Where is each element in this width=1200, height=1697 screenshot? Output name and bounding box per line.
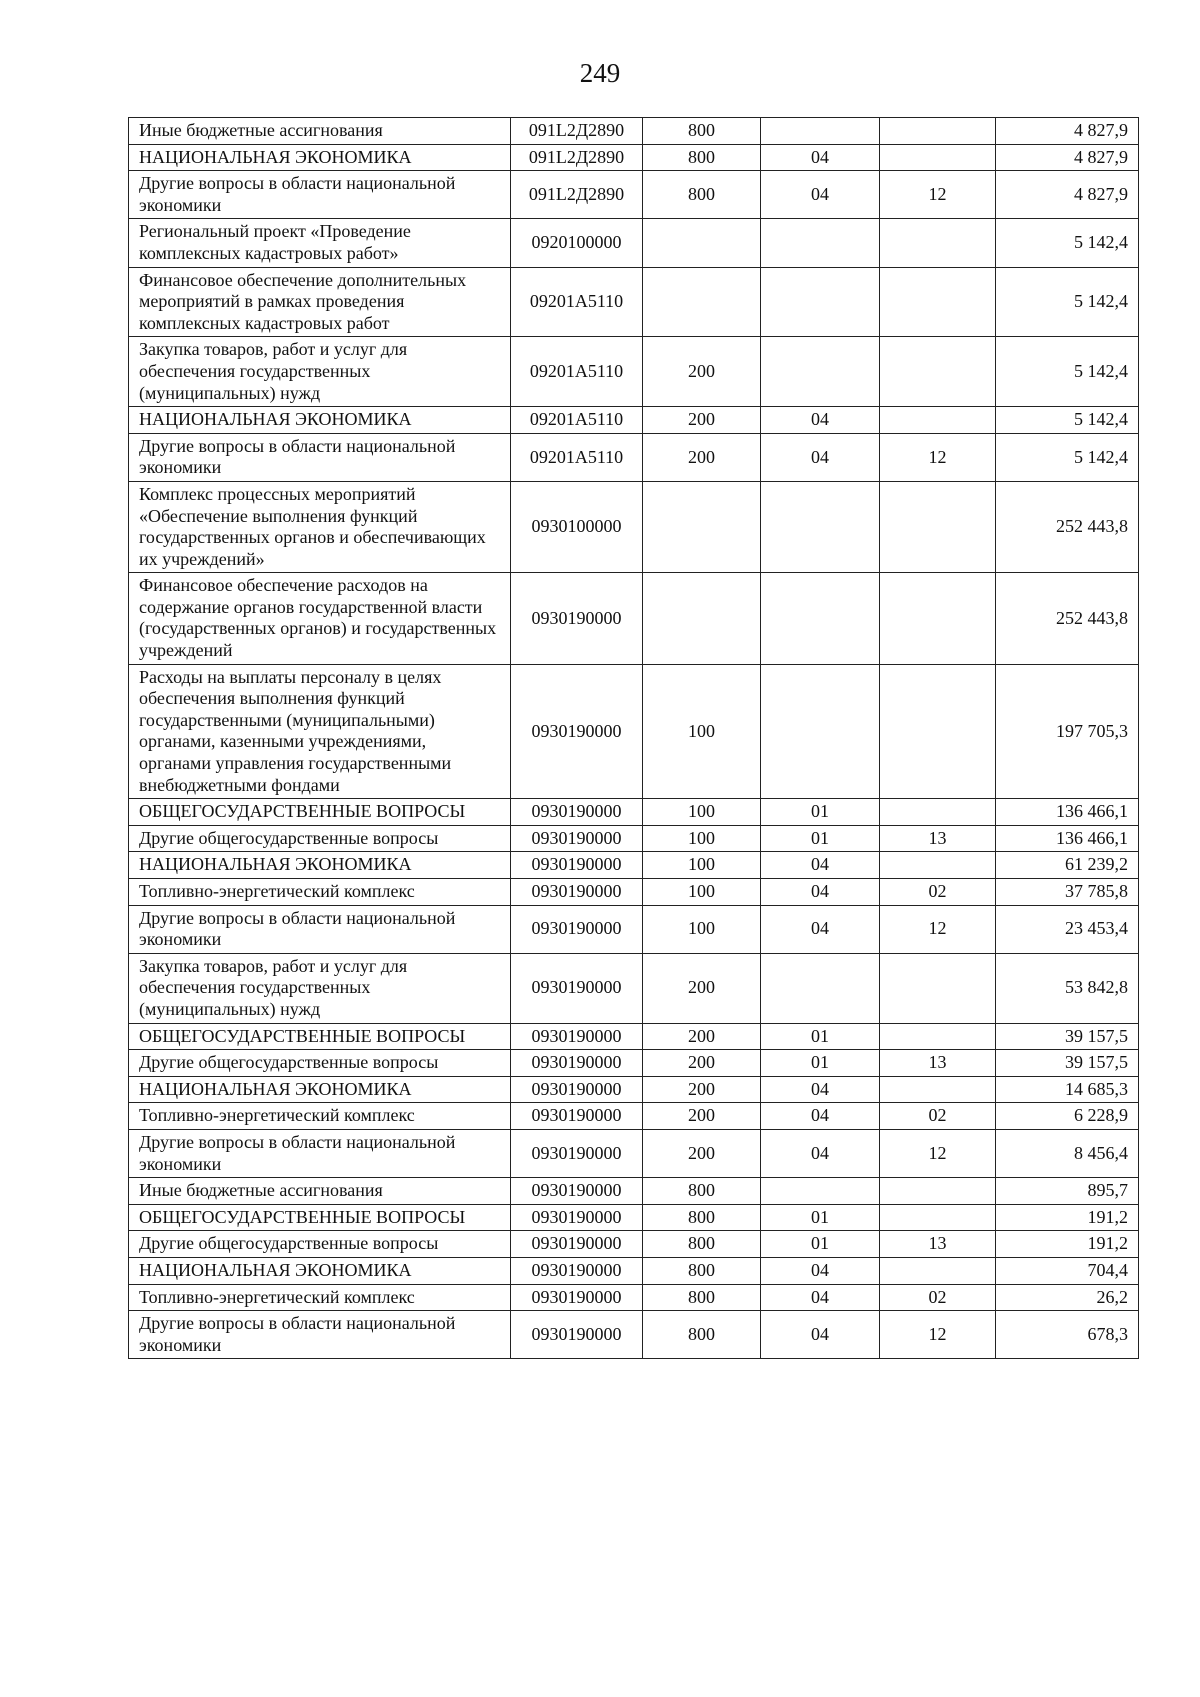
expense-type-cell [643,481,761,572]
subsection-cell [880,1023,996,1050]
table-row [129,1129,1139,1177]
subsection-cell: 12 [880,433,996,481]
subsection-cell [880,118,996,145]
expense-type-cell: 800 [643,144,761,171]
table-row [129,171,1139,219]
target-article-cell: 0930190000 [511,852,643,879]
amount-cell: 252 443,8 [996,573,1139,664]
target-article-cell: 0930190000 [511,664,643,799]
expense-type-cell: 800 [643,1178,761,1205]
table-row [129,852,1139,879]
target-article-cell: 0930190000 [511,1103,643,1130]
subsection-cell: 02 [880,1284,996,1311]
target-article-cell: 0930190000 [511,1129,643,1177]
expense-type-cell: 200 [643,433,761,481]
target-article-cell: 09201А5110 [511,433,643,481]
target-article-cell: 0930190000 [511,905,643,953]
subsection-cell: 13 [880,1231,996,1258]
target-article-cell: 0930190000 [511,1050,643,1077]
target-article-cell: 0930190000 [511,1231,643,1258]
section-cell: 04 [761,433,880,481]
subsection-cell: 13 [880,1050,996,1077]
target-article-cell: 0930100000 [511,481,643,572]
expense-name-cell: Другие вопросы в области национальной экономики [129,171,511,219]
subsection-cell [880,144,996,171]
amount-cell: 136 466,1 [996,825,1139,852]
expense-name-cell: ОБЩЕГОСУДАРСТВЕННЫЕ ВОПРОСЫ [129,1204,511,1231]
target-article-cell: 09201А5110 [511,337,643,407]
subsection-cell: 13 [880,825,996,852]
amount-cell: 5 142,4 [996,433,1139,481]
target-article-cell: 091L2Д2890 [511,118,643,145]
amount-cell: 191,2 [996,1204,1139,1231]
target-article-cell: 0930190000 [511,953,643,1023]
target-article-cell: 0930190000 [511,573,643,664]
amount-cell: 197 705,3 [996,664,1139,799]
expense-type-cell: 200 [643,1050,761,1077]
section-cell: 01 [761,799,880,826]
expense-type-cell: 100 [643,852,761,879]
expense-type-cell: 800 [643,1257,761,1284]
amount-cell: 895,7 [996,1178,1139,1205]
expense-type-cell: 200 [643,953,761,1023]
table-row [129,118,1139,145]
target-article-cell: 091L2Д2890 [511,171,643,219]
table-row [129,1103,1139,1130]
expense-name-cell: Другие вопросы в области национальной экономики [129,1129,511,1177]
section-cell [761,118,880,145]
section-cell: 04 [761,1311,880,1359]
target-article-cell: 09201А5110 [511,407,643,434]
table-row [129,1284,1139,1311]
expense-type-cell: 800 [643,171,761,219]
table-row [129,953,1139,1023]
section-cell [761,267,880,337]
expense-type-cell [643,219,761,267]
target-article-cell: 091L2Д2890 [511,144,643,171]
table-row [129,1050,1139,1077]
subsection-cell [880,573,996,664]
amount-cell: 5 142,4 [996,219,1139,267]
section-cell: 01 [761,1050,880,1077]
amount-cell: 191,2 [996,1231,1139,1258]
expense-type-cell: 100 [643,905,761,953]
subsection-cell [880,1204,996,1231]
expense-name-cell: НАЦИОНАЛЬНАЯ ЭКОНОМИКА [129,144,511,171]
table-row [129,1076,1139,1103]
subsection-cell [880,407,996,434]
table-row [129,573,1139,664]
table-row [129,407,1139,434]
expense-name-cell: Комплекс процессных мероприятий «Обеспечение выполнения функций государственных органов и обеспечивающих их учреждений» [129,481,511,572]
amount-cell: 678,3 [996,1311,1139,1359]
section-cell: 04 [761,1284,880,1311]
target-article-cell: 0930190000 [511,1204,643,1231]
expense-type-cell: 800 [643,1311,761,1359]
expense-type-cell: 100 [643,799,761,826]
expense-name-cell: Финансовое обеспечение расходов на содержание органов государственной власти (государственных органов) и государственных учреждений [129,573,511,664]
amount-cell: 4 827,9 [996,144,1139,171]
section-cell [761,481,880,572]
amount-cell: 39 157,5 [996,1023,1139,1050]
section-cell: 04 [761,1129,880,1177]
expense-type-cell [643,573,761,664]
target-article-cell: 0930190000 [511,879,643,906]
expense-name-cell: Иные бюджетные ассигнования [129,1178,511,1205]
amount-cell: 252 443,8 [996,481,1139,572]
target-article-cell: 0930190000 [511,1284,643,1311]
expense-type-cell: 200 [643,407,761,434]
expense-name-cell: Закупка товаров, работ и услуг для обеспечения государственных (муниципальных) нужд [129,953,511,1023]
table-row [129,144,1139,171]
section-cell: 04 [761,879,880,906]
target-article-cell: 0930190000 [511,825,643,852]
amount-cell: 14 685,3 [996,1076,1139,1103]
subsection-cell [880,1257,996,1284]
section-cell [761,953,880,1023]
subsection-cell [880,852,996,879]
expense-type-cell: 100 [643,879,761,906]
budget-table-body [129,118,1139,1359]
expense-type-cell: 200 [643,1076,761,1103]
target-article-cell: 0930190000 [511,1257,643,1284]
table-row [129,1178,1139,1205]
subsection-cell [880,481,996,572]
table-row [129,1257,1139,1284]
table-row [129,337,1139,407]
expense-name-cell: Топливно-энергетический комплекс [129,1103,511,1130]
target-article-cell: 0930190000 [511,1311,643,1359]
expense-type-cell: 200 [643,1103,761,1130]
section-cell: 04 [761,1076,880,1103]
section-cell [761,573,880,664]
expense-type-cell: 200 [643,1129,761,1177]
amount-cell: 5 142,4 [996,407,1139,434]
subsection-cell [880,953,996,1023]
subsection-cell: 02 [880,879,996,906]
target-article-cell: 09201А5110 [511,267,643,337]
target-article-cell: 0930190000 [511,1178,643,1205]
expense-name-cell: Другие общегосударственные вопросы [129,825,511,852]
expense-name-cell: Топливно-энергетический комплекс [129,879,511,906]
expense-type-cell: 200 [643,337,761,407]
page-number: 249 [579,58,621,88]
expense-name-cell: Закупка товаров, работ и услуг для обеспечения государственных (муниципальных) нужд [129,337,511,407]
amount-cell: 53 842,8 [996,953,1139,1023]
expense-name-cell: Другие общегосударственные вопросы [129,1050,511,1077]
expense-name-cell: ОБЩЕГОСУДАРСТВЕННЫЕ ВОПРОСЫ [129,1023,511,1050]
expense-name-cell: НАЦИОНАЛЬНАЯ ЭКОНОМИКА [129,852,511,879]
subsection-cell [880,1076,996,1103]
table-row [129,481,1139,572]
expense-type-cell: 800 [643,118,761,145]
expense-type-cell: 200 [643,1023,761,1050]
table-row [129,1023,1139,1050]
table-row [129,1231,1139,1258]
amount-cell: 5 142,4 [996,267,1139,337]
section-cell [761,337,880,407]
section-cell: 04 [761,171,880,219]
section-cell: 04 [761,1103,880,1130]
expense-name-cell: НАЦИОНАЛЬНАЯ ЭКОНОМИКА [129,1257,511,1284]
section-cell [761,219,880,267]
expense-type-cell: 800 [643,1284,761,1311]
amount-cell: 6 228,9 [996,1103,1139,1130]
amount-cell: 61 239,2 [996,852,1139,879]
budget-table [128,117,1139,1359]
target-article-cell: 0930190000 [511,1023,643,1050]
expense-name-cell: НАЦИОНАЛЬНАЯ ЭКОНОМИКА [129,407,511,434]
expense-name-cell: Другие вопросы в области национальной экономики [129,1311,511,1359]
amount-cell: 37 785,8 [996,879,1139,906]
table-row [129,219,1139,267]
expense-name-cell: Расходы на выплаты персоналу в целях обеспечения выполнения функций государственными (муниципальными) органами, казенными учреждениями, органами управления государственными внебюджетными фондами [129,664,511,799]
amount-cell: 704,4 [996,1257,1139,1284]
subsection-cell: 12 [880,1311,996,1359]
subsection-cell [880,337,996,407]
table-row [129,1311,1139,1359]
amount-cell: 39 157,5 [996,1050,1139,1077]
section-cell: 04 [761,1257,880,1284]
section-cell: 04 [761,852,880,879]
amount-cell: 26,2 [996,1284,1139,1311]
target-article-cell: 0920100000 [511,219,643,267]
section-cell: 04 [761,407,880,434]
expense-type-cell: 800 [643,1231,761,1258]
expense-name-cell: Региональный проект «Проведение комплексных кадастровых работ» [129,219,511,267]
subsection-cell [880,267,996,337]
expense-type-cell: 800 [643,1204,761,1231]
section-cell: 01 [761,1023,880,1050]
expense-name-cell: Финансовое обеспечение дополнительных мероприятий в рамках проведения комплексных кадастровых работ [129,267,511,337]
section-cell: 01 [761,825,880,852]
section-cell: 01 [761,1231,880,1258]
section-cell: 04 [761,144,880,171]
amount-cell: 5 142,4 [996,337,1139,407]
subsection-cell: 02 [880,1103,996,1130]
amount-cell: 23 453,4 [996,905,1139,953]
table-row [129,905,1139,953]
expense-type-cell: 100 [643,664,761,799]
expense-name-cell: Топливно-энергетический комплекс [129,1284,511,1311]
target-article-cell: 0930190000 [511,799,643,826]
section-cell: 04 [761,905,880,953]
expense-type-cell [643,267,761,337]
table-row [129,664,1139,799]
section-cell [761,1178,880,1205]
expense-name-cell: Иные бюджетные ассигнования [129,118,511,145]
subsection-cell [880,1178,996,1205]
expense-type-cell: 100 [643,825,761,852]
section-cell [761,664,880,799]
expense-name-cell: Другие вопросы в области национальной экономики [129,433,511,481]
expense-name-cell: Другие общегосударственные вопросы [129,1231,511,1258]
subsection-cell: 12 [880,171,996,219]
amount-cell: 8 456,4 [996,1129,1139,1177]
table-row [129,267,1139,337]
amount-cell: 4 827,9 [996,118,1139,145]
amount-cell: 136 466,1 [996,799,1139,826]
subsection-cell: 12 [880,905,996,953]
subsection-cell [880,219,996,267]
table-row [129,879,1139,906]
amount-cell: 4 827,9 [996,171,1139,219]
expense-name-cell: ОБЩЕГОСУДАРСТВЕННЫЕ ВОПРОСЫ [129,799,511,826]
expense-name-cell: НАЦИОНАЛЬНАЯ ЭКОНОМИКА [129,1076,511,1103]
table-row [129,433,1139,481]
table-row [129,825,1139,852]
expense-name-cell: Другие вопросы в области национальной экономики [129,905,511,953]
table-row [129,1204,1139,1231]
subsection-cell [880,664,996,799]
target-article-cell: 0930190000 [511,1076,643,1103]
subsection-cell: 12 [880,1129,996,1177]
section-cell: 01 [761,1204,880,1231]
table-row [129,799,1139,826]
subsection-cell [880,799,996,826]
